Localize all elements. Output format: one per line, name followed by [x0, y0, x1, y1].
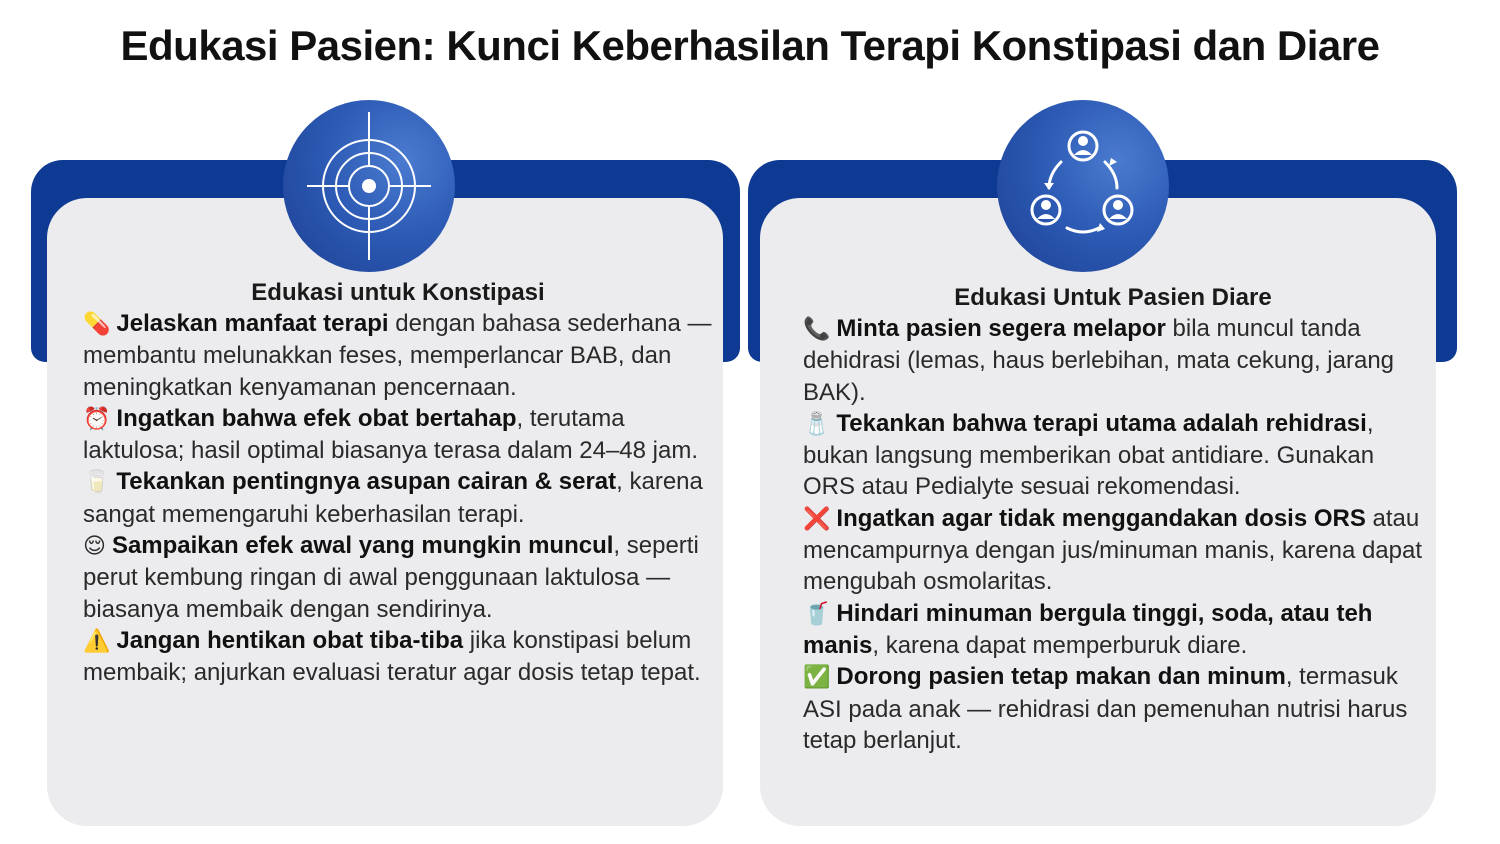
left-panel-content [83, 277, 713, 689]
list-item: 🥤 Hindari minuman bergula tinggi, soda, atau teh manis, karena dapat memperburuk diare. [803, 599, 1373, 659]
relieved-face-icon: 😌 [83, 534, 106, 560]
pill-icon: 💊 [83, 312, 111, 337]
check-mark-icon: ✅ [803, 665, 831, 691]
list-item: ✅ Dorong pasien tetap makan dan minum, termasuk ASI pada anak — rehidrasi dan pemenuhan nutrisi harus tetap berlanjut. [803, 663, 1408, 754]
list-item: 😌 Sampaikan efek awal yang mungkin muncul, seperti perut kembung ringan di awal penggunaan laktulosa — biasanya membaik dengan sendirinya. [83, 532, 699, 623]
people-cycle-icon [997, 100, 1169, 272]
cross-mark-icon: ❌ [803, 506, 831, 532]
milk-glass-icon: 🥛 [83, 470, 111, 496]
list-item: 🥛 Tekankan pentingnya asupan cairan & serat, karena sangat memengaruhi keberhasilan terapi. [83, 468, 703, 528]
phone-icon: 📞 [803, 317, 831, 342]
alarm-clock-icon: ⏰ [83, 406, 111, 432]
list-item: 📞 Minta pasien segera melapor bila muncul tanda dehidrasi (lemas, haus berlebihan, mata cekung, jarang BAK). [803, 315, 1395, 406]
list-item: ⚠️ Jangan hentikan obat tiba-tiba jika konstipasi belum membaik; anjurkan evaluasi teratur agar dosis tetap tepat. [83, 626, 701, 687]
list-item: ❌ Ingatkan agar tidak menggandakan dosis ORS atau mencampurnya dengan jus/minuman manis, karena dapat mengubah osmolaritas. [803, 504, 1423, 596]
salt-shaker-icon: 🧂 [803, 411, 831, 437]
list-item: 🧂 Tekankan bahwa terapi utama adalah rehidrasi, bukan langsung memberikan obat antidiare. Gunakan ORS atau Pedialyte sesuai rekomendasi. [803, 409, 1375, 501]
left-panel-heading: Edukasi untuk Konstipasi [251, 279, 545, 306]
page-title: Edukasi Pasien: Kunci Keberhasilan Terapi Konstipasi dan Diare [120, 22, 1380, 69]
right-panel-heading: Edukasi Untuk Pasien Diare [954, 284, 1272, 311]
cup-with-straw-icon: 🥤 [803, 601, 831, 627]
right-panel-content [803, 282, 1423, 756]
warning-icon: ⚠️ [83, 628, 111, 654]
target-icon [283, 100, 455, 272]
list-item: ⏰ Ingatkan bahwa efek obat bertahap, terutama laktulosa; hasil optimal biasanya terasa dalam 24–48 jam. [83, 404, 699, 465]
list-item: 💊 Jelaskan manfaat terapi dengan bahasa sederhana — membantu melunakkan feses, memperlancar BAB, dan meningkatkan kenyamanan pencernaan. [83, 310, 712, 401]
